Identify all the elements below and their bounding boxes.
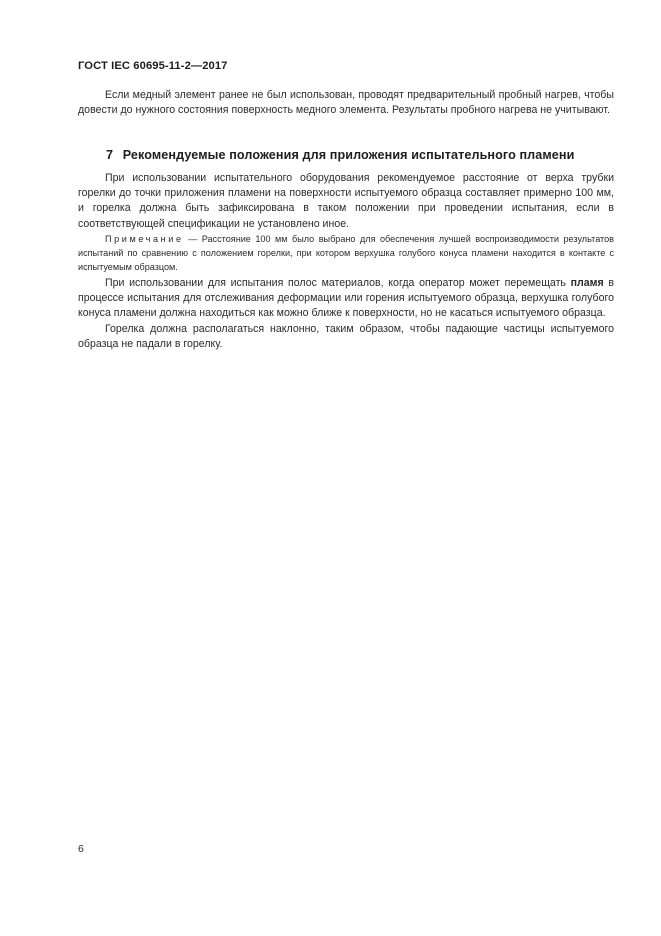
section-paragraph-1: При использовании испытательного оборудования рекомендуемое расстояние от верха трубки горелки до точки приложения пламени на поверхности испытуемого образца составляет примерно 100 мм, и горелка должна быть зафиксирована в таком положении при проведении испытания, если в соответствующей спецификации не установлено иное. xyxy=(78,172,614,230)
page-number: 6 xyxy=(78,843,84,855)
paragraph-2-text-end: в процессе испытания для отслеживания деформации или горения испытуемого образца, верхушка голубого конуса пламени должна находиться как можно ближе к поверхности, но не касаться испытуемого образца. xyxy=(78,277,614,320)
section-body xyxy=(78,171,614,232)
section-number: 7 xyxy=(106,148,114,162)
note-label: Примечание xyxy=(105,234,184,244)
paragraph-2-bold-term: пламя xyxy=(570,277,604,289)
note-paragraph xyxy=(78,233,614,274)
section-paragraph-3: Горелка должна располагаться наклонно, таким образом, чтобы падающие частицы испытуемого образца не падали в горелку. xyxy=(78,322,614,350)
document-header: ГОСТ IEC 60695-11-2—2017 xyxy=(78,60,228,72)
note-block xyxy=(78,233,614,274)
section-title: Рекомендуемые положения для приложения испытательного пламени xyxy=(122,148,575,162)
section-heading xyxy=(106,148,574,162)
intro-paragraph: Если медный элемент ранее не был использован, проводят предварительный пробный нагрев, чтобы довести до нужного состояния поверхность медного элемента. Результаты пробного нагрева не учитывают. xyxy=(78,89,614,117)
note-dash: — xyxy=(183,234,202,244)
paragraph-2-text-start: При использовании для испытания полос материалов, когда оператор может перемещать xyxy=(105,277,571,289)
section-body-continued xyxy=(78,276,614,352)
note-text: Расстояние 100 мм было выбрано для обеспечения лучшей воспроизводимости результатов испытаний по сравнению с положением горелки, при котором верхушка голубого конуса пламени находится в контакте с испытуемым образцом. xyxy=(78,234,615,272)
section-paragraph-2 xyxy=(78,276,614,322)
intro-section xyxy=(78,88,614,118)
